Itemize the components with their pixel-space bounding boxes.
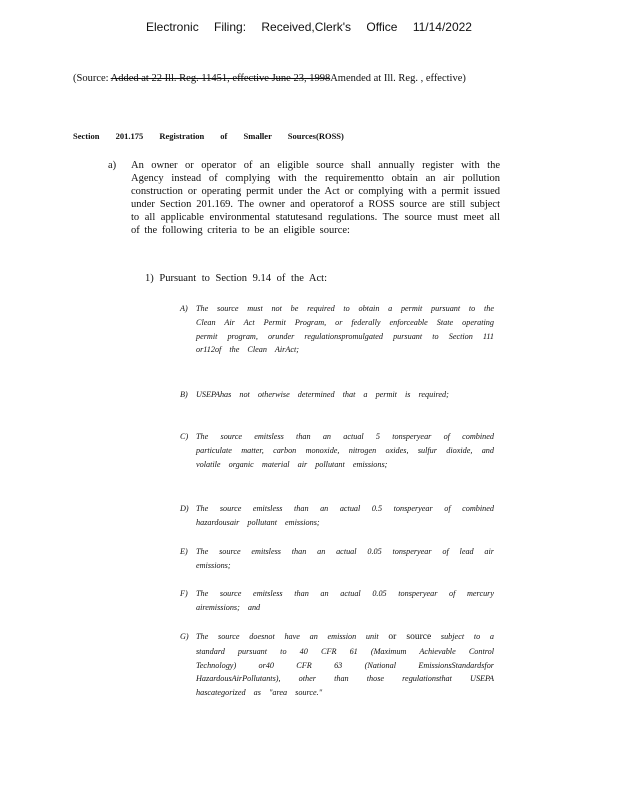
criterion-label: C) xyxy=(180,432,189,441)
criterion-text xyxy=(196,630,494,700)
source-note-amended-text: Amended at Ill. Reg. , effective) xyxy=(330,73,466,84)
criterion-label: D) xyxy=(180,504,189,513)
criterion-text-upright: or source xyxy=(388,632,432,642)
criterion-text-part: subject to a standard pursuant to 40 CFR 61 (Maximum Achievable Control Technology) or40 CFR 63 (National EmissionsStandardsfor HazardousAirPollutants), other than those regulationsthat USEPA hascategorized as "area source." xyxy=(196,632,495,698)
paragraph-a-text: An owner or operator of an eligible source shall annually register with the Agency instead of complying with the requirementto obtain an air pollution construction or operating permit under the Act or complying with a permit issued under Section 201.169. The owner and operatorof a ROSS source are still subject to all applicable environmental statutesand regulations. The source must meet all of the following criteria to be an eligible source: xyxy=(131,160,500,236)
criterion-label: F) xyxy=(180,589,188,598)
criterion-g xyxy=(180,630,494,700)
criterion-text-part: The source doesnot have an emission unit xyxy=(196,632,379,641)
criterion-label: E) xyxy=(180,547,188,556)
criterion-text: The source emitsless than an actual 0.5 tonsperyear of combined hazardousair pollutant emissions; xyxy=(196,504,494,527)
section-title: Registration of Smaller Sources(ROSS) xyxy=(159,131,344,141)
criterion-d xyxy=(180,502,494,530)
paragraph-a-label: a) xyxy=(108,160,117,171)
criterion-label: G) xyxy=(180,632,189,641)
source-note xyxy=(73,72,513,85)
criterion-f xyxy=(180,587,494,615)
criterion-text: The source emitsless than an actual 0.05 tonsperyear of mercury airemissions; and xyxy=(196,589,494,612)
criterion-label: B) xyxy=(180,390,188,399)
criterion-a xyxy=(180,302,494,357)
criterion-e xyxy=(180,545,494,573)
source-note-prefix: (Source: xyxy=(73,73,111,84)
section-heading xyxy=(73,131,344,141)
section-number: Section 201.175 xyxy=(73,131,144,141)
paragraph-1: 1) Pursuant to Section 9.14 of the Act: xyxy=(145,273,327,284)
criterion-c xyxy=(180,430,494,471)
filing-header: Electronic Filing: Received,Clerk's Office 11/14/2022 xyxy=(146,20,472,34)
source-note-struck-text: Added at 22 Ill. Reg. 11451, effective June 23, 1998 xyxy=(110,73,331,84)
criterion-text: The source emitsless than an actual 0.05 tonsperyear of lead air emissions; xyxy=(196,547,494,570)
criterion-label: A) xyxy=(180,304,188,313)
criterion-text: USEPAhas not otherwise determined that a permit is required; xyxy=(196,390,449,399)
paragraph-a xyxy=(108,160,500,237)
criterion-text: The source emitsless than an actual 5 tonsperyear of combined particulate matter, carbon monoxide, nitrogen oxides, sulfur dioxide, and volatile organic material air pollutant emissions; xyxy=(196,432,494,469)
criterion-b xyxy=(180,388,494,402)
criterion-text: The source must not be required to obtain a permit pursuant to the Clean Air Act Permit Program, or federally enforceable State operating permit program, orunder regulationspromulgated pursuant to Section 111 or112of the Clean AirAct; xyxy=(196,304,494,355)
